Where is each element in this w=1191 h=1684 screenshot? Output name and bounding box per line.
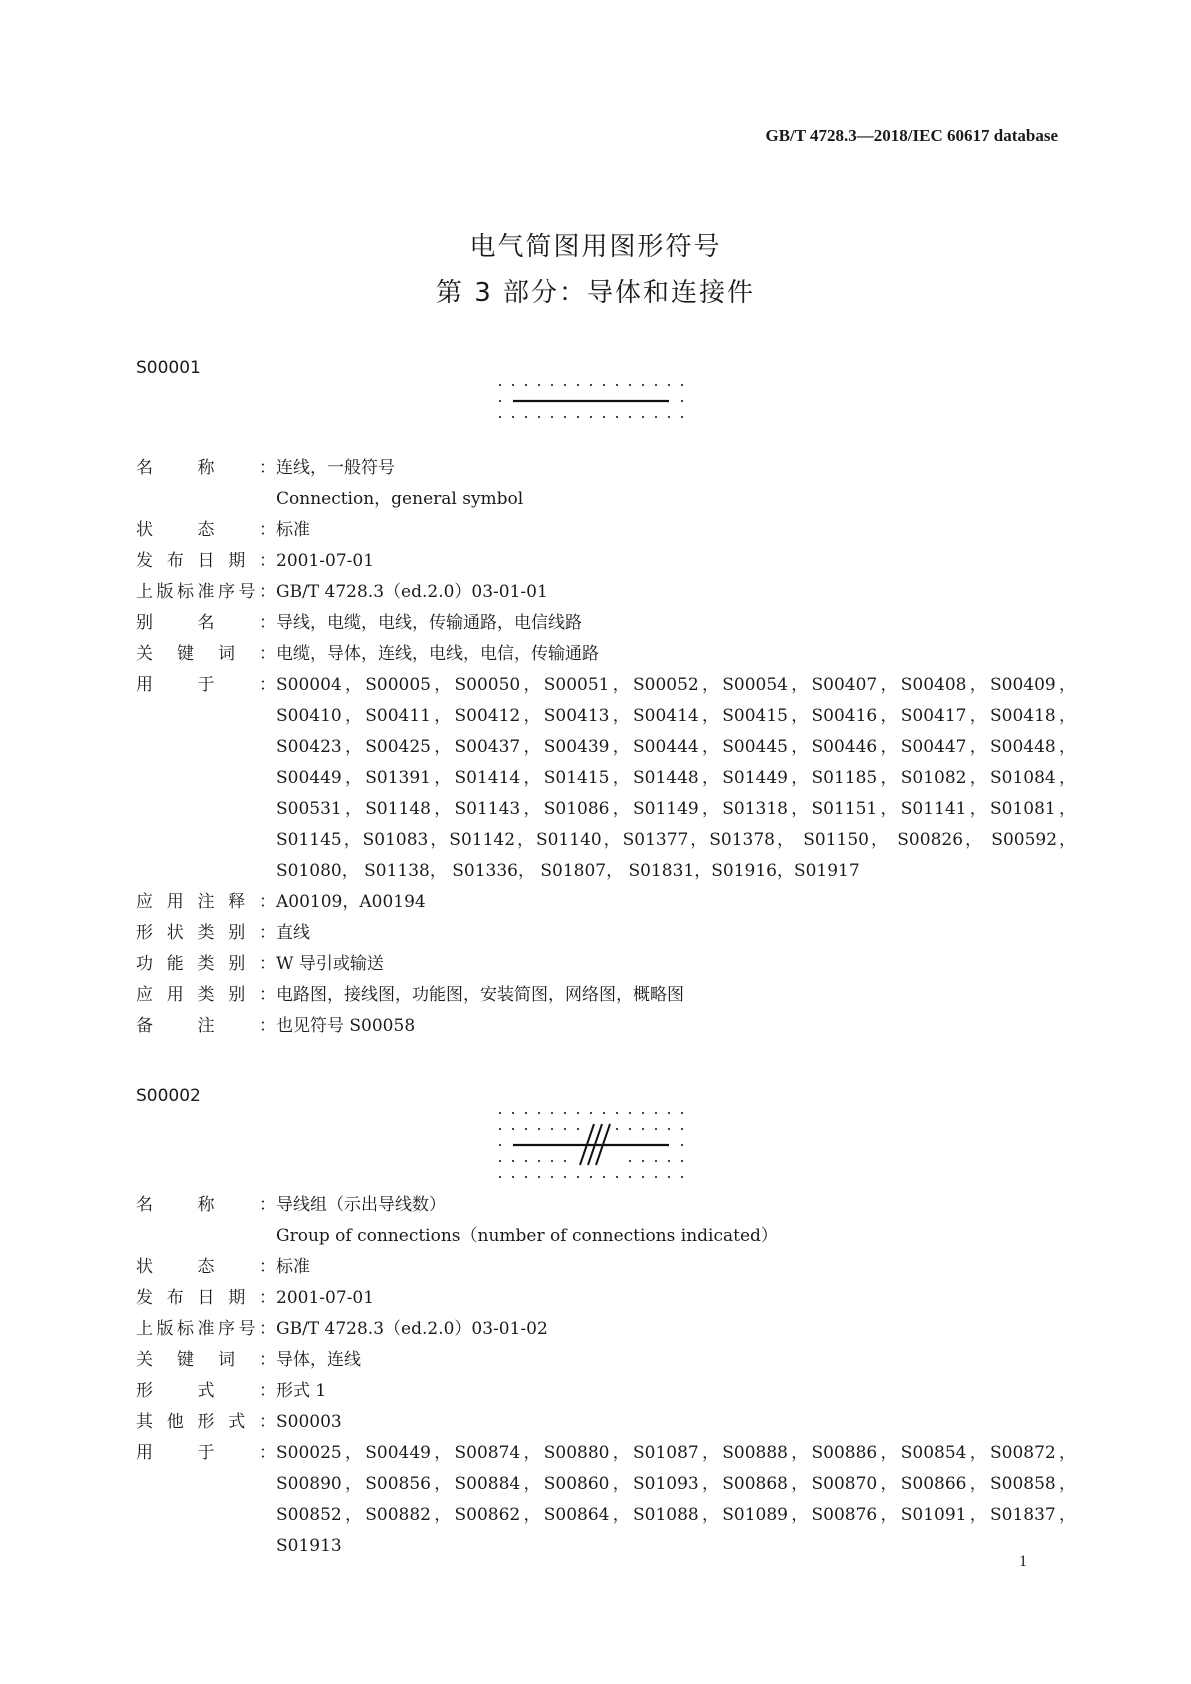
field-row <box>136 918 1076 949</box>
connection-group-symbol-icon <box>490 1105 700 1181</box>
field-value: 导体，连线 <box>276 1350 361 1370</box>
field-row <box>136 670 1082 887</box>
field-row <box>136 1221 1076 1252</box>
field-value: 标准 <box>276 1257 310 1277</box>
field-value: 形式 1 <box>276 1381 327 1401</box>
field-label: 上 版 标 准 序 号 ： <box>136 582 276 602</box>
field-value: 连线，一般符号 <box>276 458 395 478</box>
field-value: S00025，S00449，S00874，S00880，S01087，S00888，S00886，S00854，S00872，S00890，S00856，S00884，S00860，S01093，S00868，S00870，S00866，S00858，S00852，S00882，S00862，S00864，S01088，S01089，S00876，S01091，S01837，S01913 <box>276 1443 1076 1556</box>
field-label: 用 于 ： <box>136 1443 276 1463</box>
field-label: 应 用 注 释 ： <box>136 892 276 912</box>
field-row <box>136 546 1076 577</box>
field-label: 名 称 ： <box>136 1195 276 1215</box>
symbol-id: S00002 <box>136 1086 201 1106</box>
field-label: 备 注 ： <box>136 1016 276 1036</box>
field-value: Group of connections（number of connections indicated） <box>276 1226 778 1246</box>
field-label: 状 态 ： <box>136 1257 276 1277</box>
field-value: 导线组（示出导线数） <box>276 1195 446 1215</box>
field-row <box>136 1407 1076 1438</box>
symbol-entry <box>136 453 1082 1042</box>
field-row <box>136 484 1076 515</box>
field-label: 其 他 形 式 ： <box>136 1412 276 1432</box>
field-row <box>136 453 1076 484</box>
symbol-id: S00001 <box>136 358 201 378</box>
field-row <box>136 949 1076 980</box>
field-label: 上 版 标 准 序 号 ： <box>136 1319 276 1339</box>
field-row <box>136 639 1076 670</box>
connection-symbol-icon <box>490 375 700 425</box>
field-row <box>136 1190 1076 1221</box>
field-value: GB/T 4728.3（ed.2.0）03-01-01 <box>276 582 548 602</box>
field-row <box>136 1345 1076 1376</box>
standard-code: GB/T 4728.3—2018/IEC 60617 database <box>765 126 1058 145</box>
field-label: 用 于 ： <box>136 675 276 695</box>
field-value: 2001-07-01 <box>276 551 375 571</box>
field-row <box>136 1252 1076 1283</box>
document-title: 电气简图用图形符号 <box>469 232 722 262</box>
field-value: 导线，电缆，电线，传输通路，电信线路 <box>276 613 582 633</box>
document-subtitle: 第 3 部分：导体和连接件 <box>435 278 756 308</box>
field-label: 发 布 日 期 ： <box>136 551 276 571</box>
field-value: 电路图，接线图，功能图，安装简图，网络图，概略图 <box>276 985 684 1005</box>
field-row <box>136 577 1076 608</box>
symbol-entry <box>136 1190 1076 1562</box>
field-label: 形 式 ： <box>136 1381 276 1401</box>
field-row <box>136 1283 1076 1314</box>
field-value: 直线 <box>276 923 310 943</box>
field-value: W 导引或输送 <box>276 954 384 974</box>
field-row <box>136 515 1076 546</box>
field-row <box>136 608 1076 639</box>
field-label: 功 能 类 别 ： <box>136 954 276 974</box>
field-label: 发 布 日 期 ： <box>136 1288 276 1308</box>
field-row <box>136 1376 1076 1407</box>
field-row <box>136 980 1076 1011</box>
field-row <box>136 1011 1076 1042</box>
field-row <box>136 887 1076 918</box>
field-value: A00109，A00194 <box>276 892 426 912</box>
field-label: 形 状 类 别 ： <box>136 923 276 943</box>
field-label: 应 用 类 别 ： <box>136 985 276 1005</box>
field-value: GB/T 4728.3（ed.2.0）03-01-02 <box>276 1319 548 1339</box>
field-value: S00003 <box>276 1412 342 1432</box>
field-label: 关 键 词 ： <box>136 1350 276 1370</box>
field-label: 名 称 ： <box>136 458 276 478</box>
field-value: 标准 <box>276 520 310 540</box>
field-label: 状 态 ： <box>136 520 276 540</box>
page-number: 1 <box>1019 1553 1027 1570</box>
field-value: 也见符号 S00058 <box>276 1016 416 1036</box>
field-value: S00004，S00005，S00050，S00051，S00052，S00054，S00407，S00408，S00409，S00410，S00411，S00412，S00413，S00414，S00415，S00416，S00417，S00418，S00423，S00425，S00437，S00439，S00444，S00445，S00446，S00447，S00448，S00449，S01391，S01414，S01415，S01448，S01449，S01185，S01082，S01084，S00531，S01148，S01143，S01086，S01149，S01318，S01151，S01141，S01081，S01145，S01083，S01142，S01140，S01377，S01378， S01150， S00826， S00592， S01080， S01138， S01336， S01807， S01831，S01916，S01917 <box>276 675 1082 881</box>
field-label: 别 名 ： <box>136 613 276 633</box>
field-value: 电缆，导体，连线，电线，电信，传输通路 <box>276 644 599 664</box>
field-value: 2001-07-01 <box>276 1288 375 1308</box>
field-row <box>136 1438 1076 1562</box>
field-row <box>136 1314 1076 1345</box>
field-value: Connection，general symbol <box>276 489 524 509</box>
field-label: 关 键 词 ： <box>136 644 276 664</box>
